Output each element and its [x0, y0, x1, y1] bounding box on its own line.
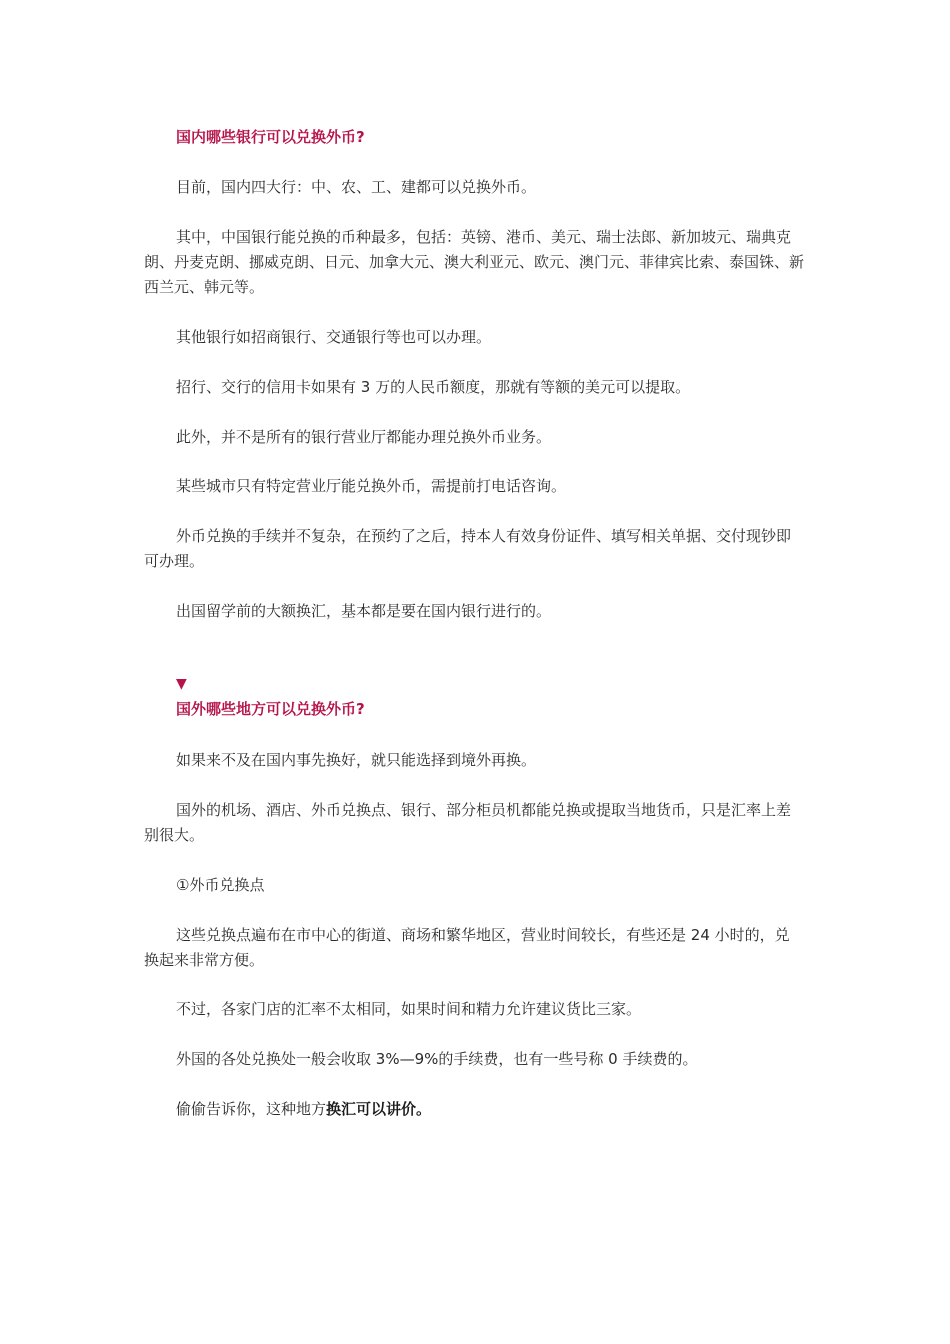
section-heading-domestic: 国内哪些银行可以兑换外币? [176, 128, 365, 146]
down-triangle-icon: ▼ [176, 676, 187, 692]
paragraph: 目前，国内四大行：中、农、工、建都可以兑换外币。 [176, 178, 537, 196]
paragraph: 外币兑换的手续并不复杂，在预约了之后，持本人有效身份证件、填写相关单据、交付现钞即可办理。 [144, 527, 792, 570]
section-heading-abroad: 国外哪些地方可以兑换外币? [176, 700, 365, 718]
paragraph: 其他银行如招商银行、交通银行等也可以办理。 [176, 328, 492, 346]
paragraph-text: 偷偷告诉你，这种地方 [176, 1100, 327, 1118]
emphasis-text: 换汇可以讲价。 [326, 1100, 432, 1118]
paragraph: 某些城市只有特定营业厅能兑换外币，需提前打电话咨询。 [176, 477, 567, 495]
paragraph: 招行、交行的信用卡如果有 3 万的人民币额度，那就有等额的美元可以提取。 [176, 378, 691, 396]
paragraph: ①外币兑换点 [176, 876, 265, 894]
paragraph: 出国留学前的大额换汇，基本都是要在国内银行进行的。 [176, 602, 552, 620]
paragraph: 不过，各家门店的汇率不太相同，如果时间和精力允许建议货比三家。 [176, 1000, 642, 1018]
paragraph: 这些兑换点遍布在市中心的街道、商场和繁华地区，营业时间较长，有些还是 24 小时的，兑换起来非常方便。 [144, 926, 790, 969]
paragraph: 国外的机场、酒店、外币兑换点、银行、部分柜员机都能兑换或提取当地货币，只是汇率上差别很大。 [144, 801, 792, 844]
paragraph: 其中，中国银行能兑换的币种最多，包括：英镑、港币、美元、瑞士法郎、新加坡元、瑞典克朗、丹麦克朗、挪威克朗、日元、加拿大元、澳大利亚元、欧元、澳门元、菲律宾比索、泰国铢、新西兰元、韩元等。 [144, 228, 805, 296]
paragraph [144, 1097, 804, 1122]
paragraph: 如果来不及在国内事先换好，就只能选择到境外再换。 [176, 751, 537, 769]
paragraph: 此外，并不是所有的银行营业厅都能办理兑换外币业务。 [176, 428, 552, 446]
paragraph: 外国的各处兑换处一般会收取 3%—9%的手续费，也有一些号称 0 手续费的。 [176, 1050, 698, 1068]
